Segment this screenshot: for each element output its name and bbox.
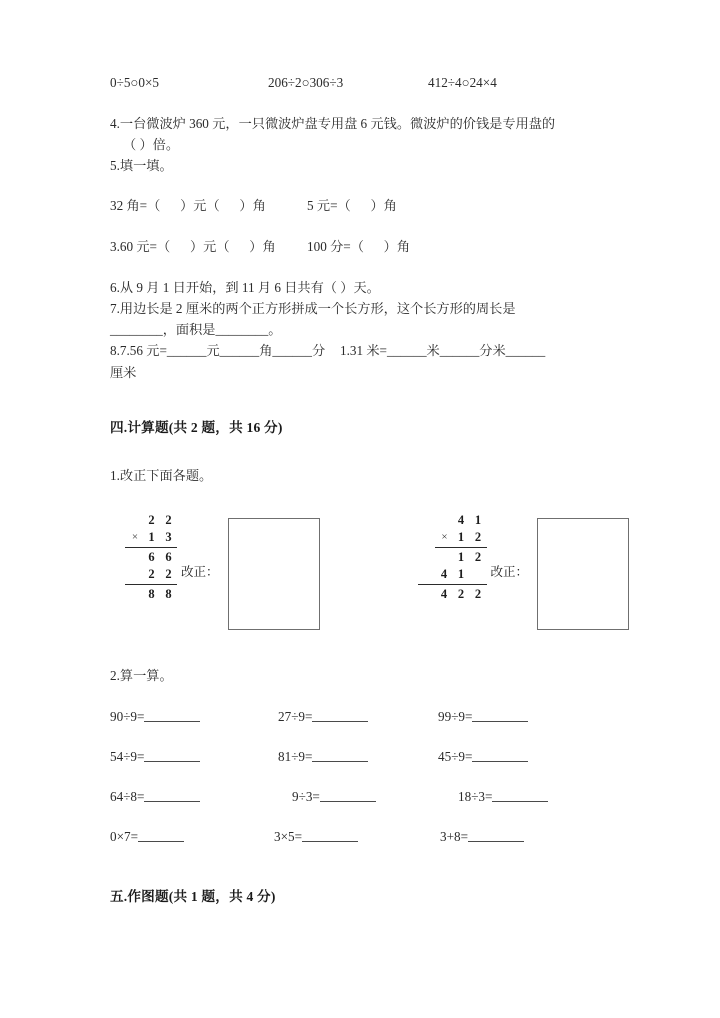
calc-item: [110, 706, 270, 728]
correction-label-right: 改正：: [490, 565, 529, 579]
answer-blank[interactable]: [144, 710, 200, 722]
section-five-heading: 五.作图题(共 1 题，共 4 分): [110, 889, 276, 904]
answer-blank[interactable]: [472, 750, 528, 762]
partial1-digit-2: 6: [165, 550, 172, 564]
calc-row-1: [110, 706, 615, 728]
calc-expression: 64÷8=: [110, 789, 145, 804]
operand1-row: [418, 512, 487, 529]
result-digit-1: 8: [148, 587, 155, 601]
calc-expression: 3×5=: [274, 829, 303, 844]
question-5-row-2: [110, 236, 615, 258]
calc-item: [452, 786, 618, 808]
correction-label-left: 改正：: [181, 565, 219, 579]
multiply-operator: ×: [131, 531, 139, 543]
partial2-row: [125, 566, 177, 583]
question-8-right: 1.31 米=______米______分米______: [340, 343, 546, 358]
calc-expression: 45÷9=: [438, 749, 473, 764]
rule-2: [418, 584, 487, 585]
calc-expression: 27÷9=: [278, 709, 313, 724]
operand2-digit-2: 3: [165, 530, 172, 544]
vertical-problem-left: [125, 508, 320, 630]
partial2-digit-1: 4: [440, 567, 448, 581]
result-row: [418, 586, 487, 603]
operand2-digit-1: 1: [148, 530, 155, 544]
calc-item: [438, 746, 598, 768]
vertical-calc-left: [125, 508, 177, 603]
multiply-operator: ×: [441, 531, 448, 543]
calc-expression: 9÷3=: [292, 789, 320, 804]
calc-item: [110, 746, 270, 768]
question-5-row-1: [110, 195, 615, 217]
calc-row-2: [110, 746, 615, 768]
calc-item: [438, 706, 598, 728]
operand2-digit-2: 2: [474, 530, 482, 544]
operand2-row: [125, 529, 177, 546]
rule-1: [435, 547, 487, 548]
rule-1: [125, 547, 177, 548]
question-8-line-1: [110, 340, 615, 362]
result-row: [125, 586, 177, 603]
partial1-row: [125, 549, 177, 566]
answer-blank[interactable]: [312, 710, 368, 722]
answer-blank[interactable]: [492, 790, 548, 802]
worksheet-content: [110, 72, 615, 908]
vertical-calc-right: [418, 508, 487, 603]
calc-item: [434, 826, 600, 848]
partial2-digit-2: 2: [165, 567, 172, 581]
calc-expression: 90÷9=: [110, 709, 145, 724]
compare-expression-1: 0÷5○0×5: [110, 75, 160, 90]
question-5-title: 5.填一填。: [110, 158, 173, 173]
operand1-row: [125, 512, 177, 529]
answer-blank[interactable]: [138, 830, 184, 842]
operand1-digit-1: 4: [457, 513, 465, 527]
answer-blank[interactable]: [144, 750, 200, 762]
question-5-row-2-right: 100 分=（ ）角: [307, 239, 411, 254]
operand1-digit-2: 1: [474, 513, 482, 527]
calc-item: [110, 826, 270, 848]
partial2-row: [418, 566, 487, 583]
answer-blank[interactable]: [320, 790, 376, 802]
result-digit-2: 8: [165, 587, 172, 601]
operand1-digit-2: 2: [165, 513, 172, 527]
operand1-digit-1: 2: [148, 513, 155, 527]
vertical-problem-right: [418, 508, 630, 630]
section-four-heading: 四.计算题(共 2 题，共 16 分): [110, 420, 283, 435]
question-5-row-1-right: 5 元=（ ）角: [307, 198, 397, 213]
compare-expression-2: 206÷2○306÷3: [268, 75, 344, 90]
answer-blank[interactable]: [312, 750, 368, 762]
vertical-problems-row: [110, 508, 615, 630]
calc-row-3: [110, 786, 615, 808]
calc-item: [270, 826, 434, 848]
question-4-line-1: 4.一台微波炉 360 元，一只微波炉盘专用盘 6 元钱。微波炉的价钱是专用盘的: [110, 116, 556, 131]
section-four-q1-title: 1.改正下面各题。: [110, 468, 213, 483]
calc-expression: 18÷3=: [458, 789, 493, 804]
rule-2: [125, 584, 177, 585]
partial1-digit-1: 6: [148, 550, 155, 564]
partial2-digit-2: 1: [457, 567, 465, 581]
partial1-row: [418, 549, 487, 566]
calc-item: [270, 746, 438, 768]
calc-expression: 0×7=: [110, 829, 139, 844]
answer-blank[interactable]: [144, 790, 200, 802]
result-digit-3: 2: [474, 587, 482, 601]
calc-expression: 3+8=: [440, 829, 469, 844]
calc-expression: 81÷9=: [278, 749, 313, 764]
calc-item: [270, 706, 438, 728]
answer-blank[interactable]: [302, 830, 358, 842]
operand2-digit-1: 1: [457, 530, 465, 544]
question-8-line-2: 厘米: [110, 365, 137, 380]
answer-box-right[interactable]: [537, 518, 629, 630]
section-four-q2-title: 2.算一算。: [110, 668, 173, 683]
result-digit-1: 4: [440, 587, 448, 601]
calc-item: [270, 786, 452, 808]
calc-expression: 99÷9=: [438, 709, 473, 724]
partial2-digit-1: 2: [148, 567, 155, 581]
partial1-digit-2: 2: [474, 550, 482, 564]
question-5-row-2-left: 3.60 元=（ ）元（ ）角: [110, 239, 276, 254]
answer-blank[interactable]: [472, 710, 528, 722]
answer-blank[interactable]: [468, 830, 524, 842]
answer-box-left[interactable]: [228, 518, 320, 630]
question-7-line-1: 7.用边长是 2 厘米的两个正方形拼成一个长方形，这个长方形的周长是: [110, 301, 516, 316]
question-6-text: 6.从 9 月 1 日开始，到 11 月 6 日共有（ ）天。: [110, 280, 380, 295]
operand2-row: [418, 529, 487, 546]
question-7-line-2: ________，面积是________。: [110, 322, 282, 337]
calc-row-4: [110, 826, 615, 848]
question-4-line-2: （ ）倍。: [123, 137, 180, 152]
compare-expression-3: 412÷4○24×4: [428, 75, 497, 90]
compare-expressions-row: [110, 72, 615, 94]
calc-item: [110, 786, 270, 808]
result-digit-2: 2: [457, 587, 465, 601]
calc-expression: 54÷9=: [110, 749, 145, 764]
partial1-digit-1: 1: [457, 550, 465, 564]
question-5-row-1-left: 32 角=（ ）元（ ）角: [110, 198, 266, 213]
question-8-left: 8.7.56 元=______元______角______分: [110, 343, 326, 358]
